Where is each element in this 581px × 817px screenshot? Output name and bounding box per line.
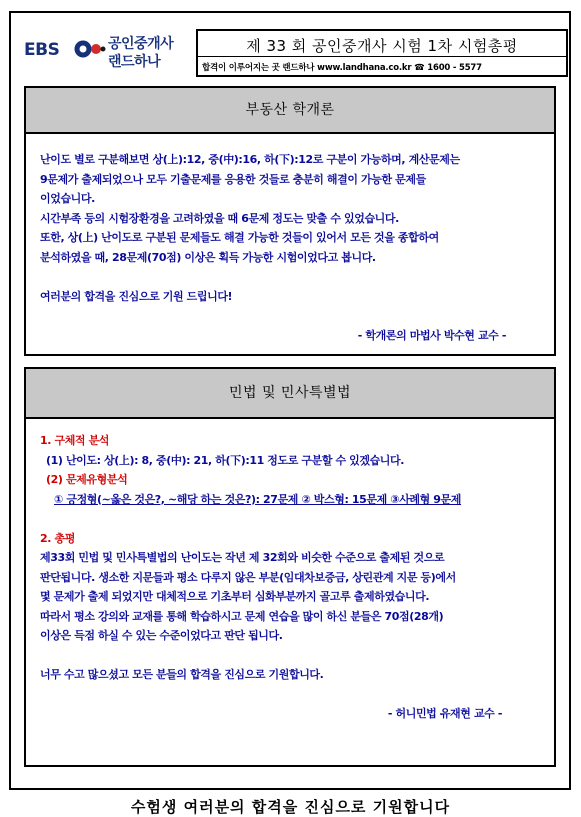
logo-line2: 랜드하나 [108,54,161,70]
analysis-heading: 1. 구체적 분석 [40,434,110,447]
footer-message: 수험생 여러분의 합격을 진심으로 기원합니다 [130,798,451,816]
review-line: 따라서 평소 강의와 교재를 통해 학습하시고 문제 연습을 많이 하신 분들은 70점(28개) [40,609,444,623]
review-line: 판단됩니다. 생소한 지문들과 평소 다루지 않은 부분(임대차보증금, 상린관계 지문 등)에서 [40,570,456,584]
blank-line [40,306,544,326]
section-civil-law [24,367,556,767]
signature: - 허니민법 유재현 교수 - [387,707,502,720]
body-line: 난이도 별로 구분해보면 상(上):12, 중(中):16, 하(下):12로 구분이 가능하며, 계산문제는 [40,153,460,166]
contact-line: 합격이 이루어지는 곳 랜드하나 www.landhana.co.kr ☎ 1600 - 5577 [202,63,482,73]
exam-title-box [196,29,568,77]
ebs-landhana-logo [24,30,184,70]
difficulty-line: (1) 난이도: 상(上): 8, 중(中): 21, 하(下):11 정도로 구분할 수 있겠습니다. [46,453,405,467]
type-line: ① 긍정형(~옳은 것은?, ~해당 하는 것은?): 27문제 ② 박스형: 15문제 ③사례형 9문제 [54,492,462,506]
section-title: 부동산 학개론 [26,88,554,134]
review-line [40,646,544,666]
review-line: 너무 수고 많으셨고 모든 분들의 합격을 진심으로 기원합니다. [40,668,324,681]
body-line: 이었습니다. [40,192,95,205]
logo-dots-icon [72,38,106,60]
body-line: 분석하였을 때, 28문제(70점) 이상은 획득 가능한 시험이었다고 봅니다. [40,250,376,264]
body-line [40,267,544,287]
blank-line [40,685,544,705]
review-line: 이상은 득점 하실 수 있는 수준이었다고 판단 됩니다. [40,629,283,642]
review-line: 몇 문제가 출제 되었지만 대체적으로 기초부터 심화부분까지 골고루 출제하였습니다. [40,590,430,603]
page-title: 제 33 회 공인중개사 시험 1차 시험총평 [246,37,518,55]
body-line: 또한, 상(上) 난이도로 구분된 문제들도 해결 가능한 것들이 있어서 모든 것을 종합하여 [40,231,439,244]
body-line: 시간부족 등의 시험장환경을 고려하였을 때 6문제 정도는 맞출 수 있었습니다. [40,211,399,225]
section-title: 민법 및 민사특별법 [26,369,554,419]
signature: - 학개론의 마법사 박수현 교수 - [357,328,506,342]
body-line: 여러분의 합격을 진심으로 기원 드립니다! [40,289,233,303]
title-divider [198,56,566,57]
review-line: 제33회 민법 및 민사특별법의 난이도는 작년 제 32회와 비슷한 수준으로 출제된 것으로 [40,551,445,564]
logo-line1: 공인중개사 [108,36,174,52]
logo-ebs-text: EBS [24,40,60,60]
body-line: 9문제가 출제되었으나 모두 기출문제를 응용한 것들로 충분히 해결이 가능한 문제들 [40,172,426,186]
section-real-estate-theory [24,86,556,356]
type-heading: (2) 문제유형분석 [46,473,128,486]
section-body [40,431,544,724]
blank-line [40,509,544,529]
review-heading: 2. 총평 [40,531,75,545]
section-body [40,150,544,345]
